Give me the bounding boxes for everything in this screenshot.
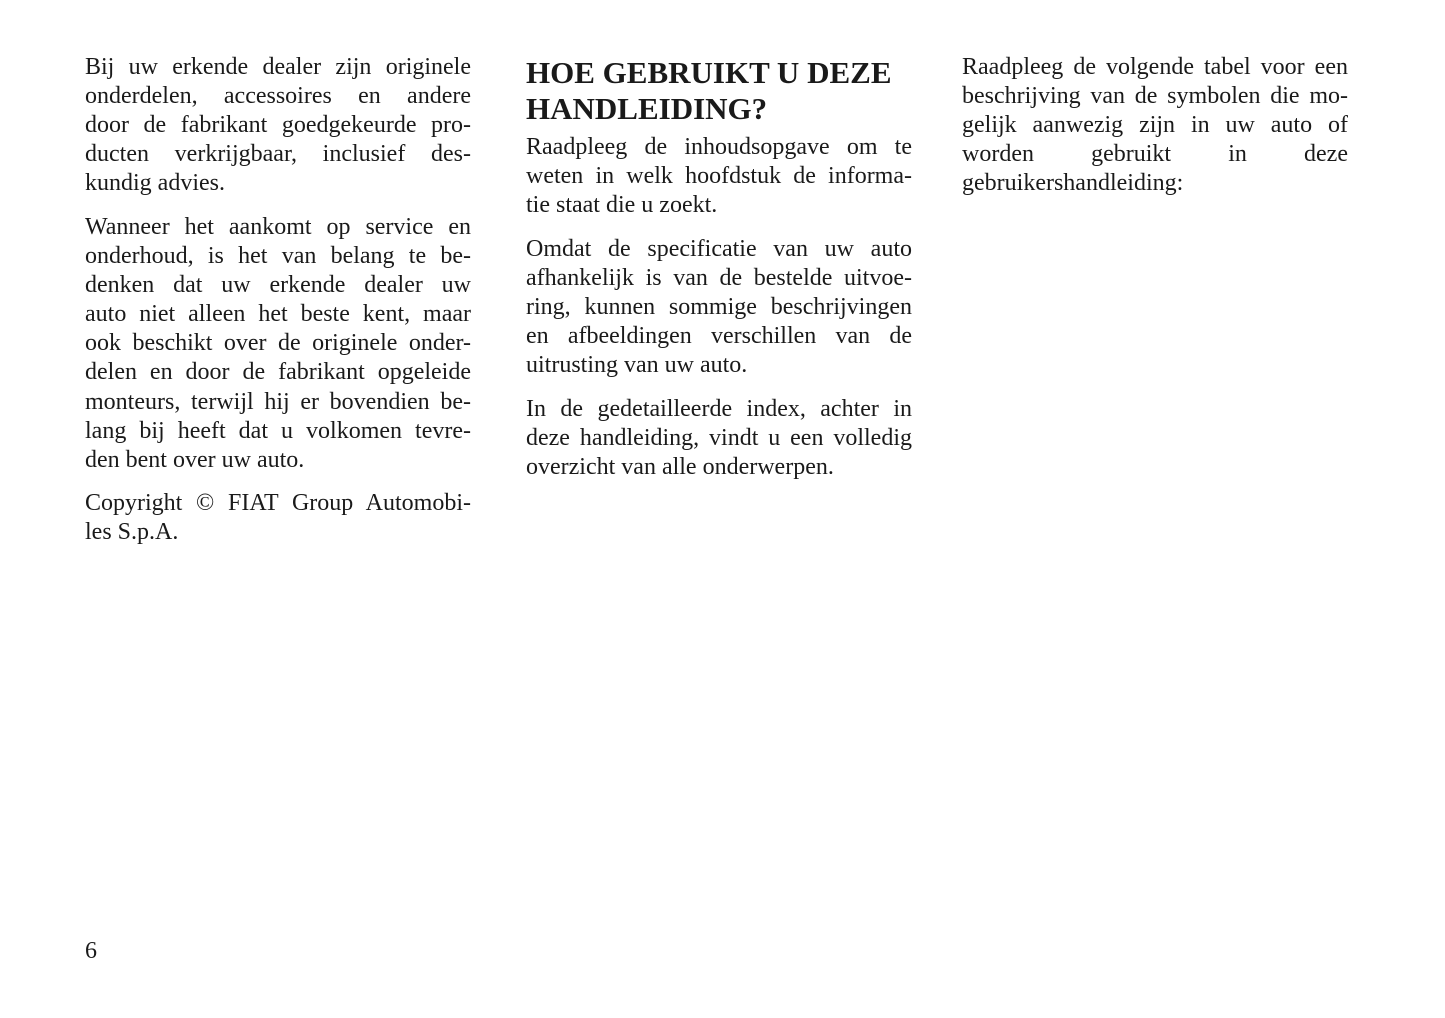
text-line: kundig advies. — [85, 170, 225, 197]
copyright-paragraph — [85, 489, 471, 547]
dealer-parts-paragraph — [85, 53, 471, 198]
heading-line: HOE GEBRUIKT U DEZE — [526, 55, 892, 90]
text-line: onderdelen, accessoires en andere — [85, 83, 471, 110]
text-line: Copyright © FIAT Group Automobi- — [85, 490, 471, 517]
index-paragraph — [526, 395, 912, 482]
text-line: lang bij heeft dat u volkomen tevre- — [85, 417, 471, 444]
heading-line: HANDLEIDING? — [526, 91, 768, 126]
text-line: beschrijving van de symbolen die mo- — [962, 83, 1348, 110]
text-line: den bent over uw auto. — [85, 446, 305, 473]
service-paragraph — [85, 213, 471, 475]
symbols-paragraph — [962, 53, 1348, 198]
text-line: weten in welk hoofdstuk de informa- — [526, 163, 912, 190]
text-line: Omdat de specificatie van uw auto — [526, 235, 912, 262]
specification-paragraph — [526, 235, 912, 380]
text-line: deze handleiding, vindt u een volledig — [526, 424, 912, 451]
text-line: In de gedetailleerde index, achter in — [526, 395, 912, 422]
text-line: les S.p.A. — [85, 519, 179, 546]
text-line: auto niet alleen het beste kent, maar — [85, 301, 471, 328]
text-line: ook beschikt over de originele onder- — [85, 330, 471, 357]
contents-paragraph — [526, 133, 912, 220]
text-line: afhankelijk is van de bestelde uitvoe- — [526, 264, 912, 291]
left-column — [85, 53, 471, 562]
text-line: Wanneer het aankomt op service en — [85, 213, 471, 240]
text-line: Raadpleeg de volgende tabel voor een — [962, 54, 1348, 80]
text-line: monteurs, terwijl hij er bovendien be- — [85, 388, 471, 415]
right-column — [962, 53, 1348, 213]
text-line: denken dat uw erkende dealer uw — [85, 272, 471, 299]
text-line: tie staat die u zoekt. — [526, 192, 718, 219]
text-line: Raadpleeg de inhoudsopgave om te — [526, 134, 912, 160]
text-line: ducten verkrijgbaar, inclusief des- — [85, 141, 471, 168]
text-line: gelijk aanwezig zijn in uw auto of — [962, 112, 1348, 139]
text-line: gebruikershandleiding: — [962, 170, 1184, 197]
text-line: overzicht van alle onderwerpen. — [526, 453, 834, 480]
text-line: delen en door de fabrikant opgeleide — [85, 359, 471, 386]
text-line: Bij uw erkende dealer zijn originele — [85, 54, 471, 80]
text-line: onderhoud, is het van belang te be- — [85, 243, 471, 270]
text-line: uitrusting van uw auto. — [526, 352, 748, 379]
page-number: 6 — [85, 938, 97, 964]
section-heading — [526, 55, 912, 127]
text-line: en afbeeldingen verschillen van de — [526, 323, 912, 350]
text-line: ring, kunnen sommige beschrijvingen — [526, 293, 912, 320]
text-line: worden gebruikt in deze — [962, 141, 1348, 168]
middle-column — [526, 53, 912, 497]
text-line: door de fabrikant goedgekeurde pro- — [85, 112, 471, 139]
